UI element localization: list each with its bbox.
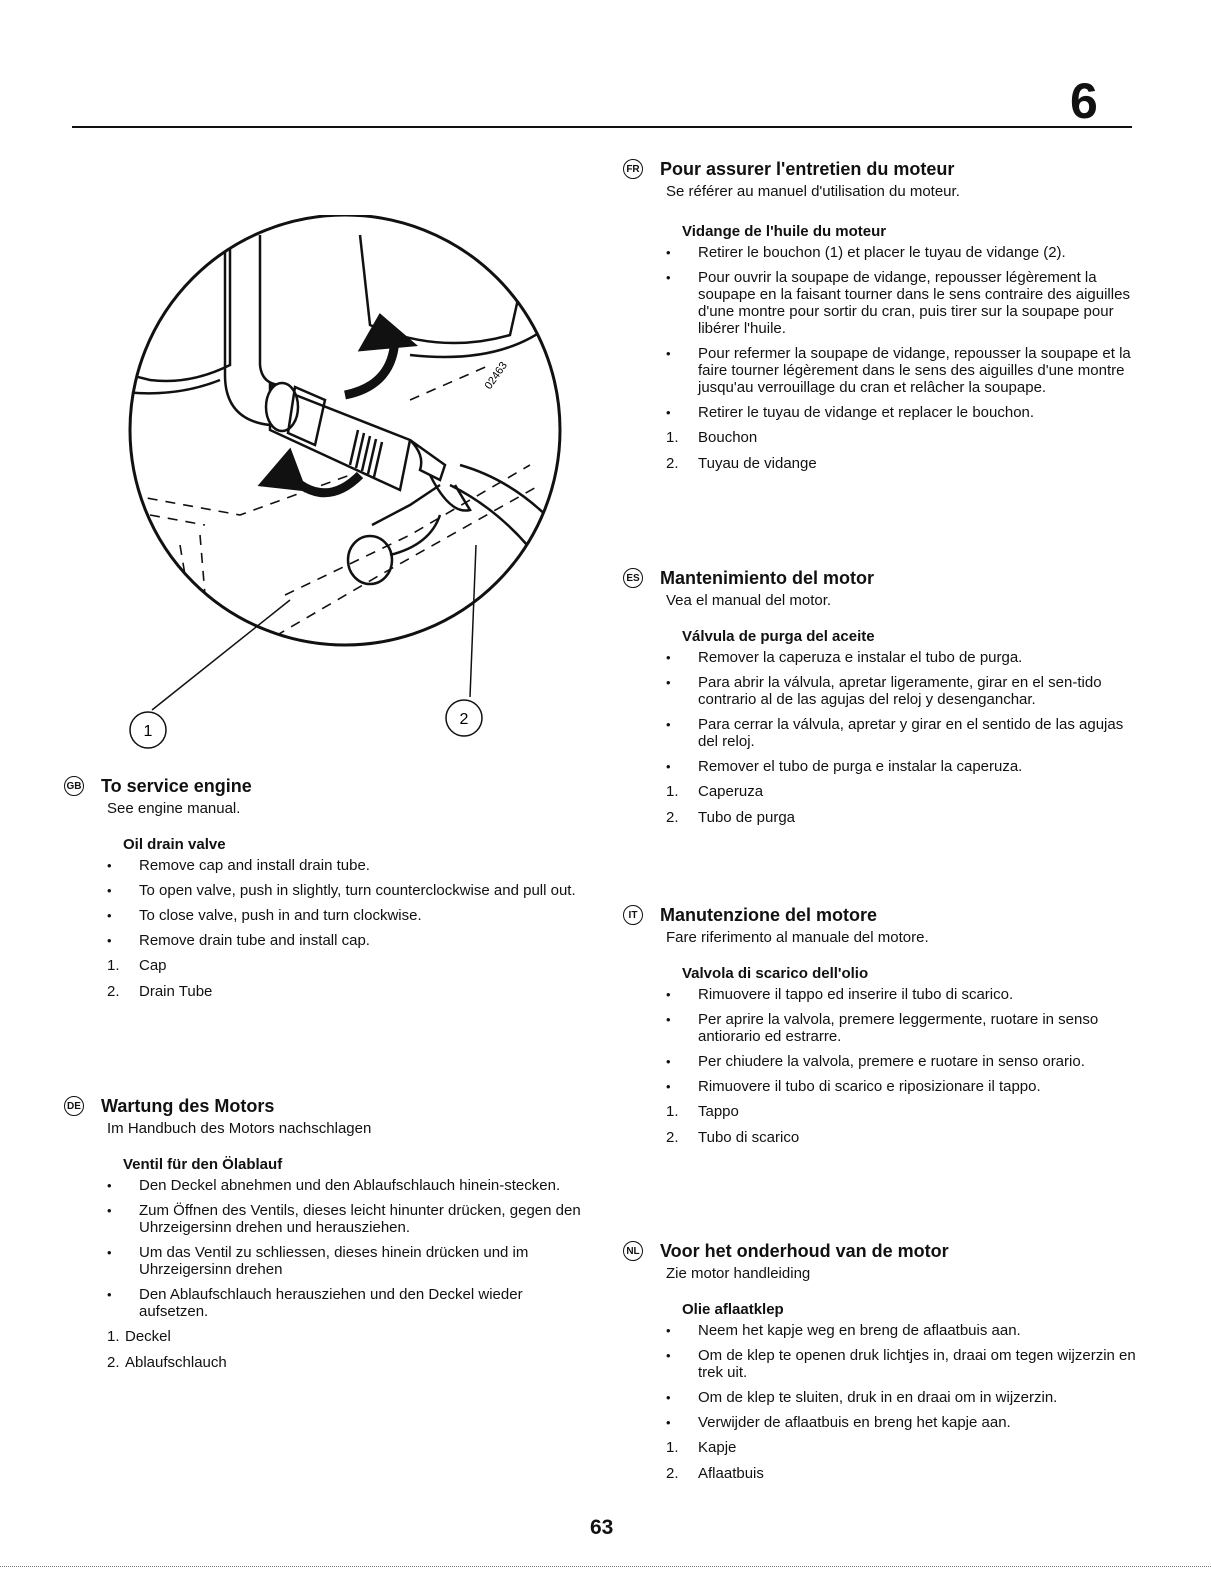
bullet-item: • Den Deckel abnehmen und den Ablaufschlauch hinein-stecken. — [107, 1177, 587, 1194]
section-gb — [66, 773, 587, 1009]
subheading: Olie aflaatklep — [682, 1301, 784, 1318]
subheading: Ventil für den Ölablauf — [123, 1156, 283, 1173]
bullet-item: • Pour refermer la soupape de vidange, repousser la soupape et la faire tourner légèrement dans le sens des aiguilles d'une montre jusqu'au verrouillage du cran et relâcher la soupape. — [666, 345, 1136, 396]
bullet-item: • Retirer le tuyau de vidange et replacer le bouchon. — [666, 404, 1136, 421]
legend-item: 1. Tappo — [666, 1103, 739, 1120]
bullet-item: • Per aprire la valvola, premere leggermente, ruotare in senso antiorario ed estrarre. — [666, 1011, 1136, 1045]
flag-gb-icon: GB — [64, 776, 84, 796]
legend-item: 2. Ablaufschlauch — [107, 1354, 227, 1371]
header-rule — [72, 126, 1132, 128]
footer-rule — [0, 1566, 1211, 1567]
callout-2: 2 — [459, 711, 469, 728]
bullet-item: • Remover el tubo de purga e instalar la caperuza. — [666, 758, 1136, 775]
legend-item: 1. Deckel — [107, 1328, 171, 1345]
section-title: Pour assurer l'entretien du moteur — [660, 158, 955, 179]
bullet-item: • Remover la caperuza e instalar el tubo de purga. — [666, 649, 1136, 666]
flag-nl-icon: NL — [623, 1241, 643, 1261]
legend-item: 2. Tubo di scarico — [666, 1129, 800, 1146]
section-it — [628, 902, 1136, 1155]
legend-item: 2. Drain Tube — [107, 983, 213, 1000]
legend-item: 1. Bouchon — [666, 429, 758, 446]
subheading: Oil drain valve — [123, 836, 226, 853]
section-subtitle: See engine manual. — [107, 800, 241, 817]
section-nl — [626, 1238, 1136, 1491]
bullet-item: • Remove drain tube and install cap. — [107, 932, 587, 949]
bullet-item: • Remove cap and install drain tube. — [107, 857, 587, 874]
section-title: Wartung des Motors — [101, 1095, 275, 1116]
section-es — [626, 565, 1136, 835]
bullet-item: • Neem het kapje weg en breng de aflaatbuis aan. — [666, 1322, 1136, 1339]
subheading: Válvula de purga del aceite — [682, 628, 875, 645]
section-title: To service engine — [101, 775, 252, 796]
flag-fr-icon: FR — [623, 159, 643, 179]
legend-item: 2. Tuyau de vidange — [666, 455, 817, 472]
bullet-item: • Om de klep te openen druk lichtjes in, draai om tegen wijzerzin en trek uit. — [666, 1347, 1136, 1381]
bullet-item: • Per chiudere la valvola, premere e ruotare in senso orario. — [666, 1053, 1136, 1070]
bullet-item: • To open valve, push in slightly, turn counterclockwise and pull out. — [107, 882, 587, 899]
bullet-item: • Um das Ventil zu schliessen, dieses hinein drücken und im Uhrzeigersinn drehen — [107, 1244, 587, 1278]
callout-1: 1 — [143, 723, 153, 740]
section-subtitle: Fare riferimento al manuale del motore. — [666, 929, 929, 946]
section-subtitle: Im Handbuch des Motors nachschlagen — [107, 1120, 372, 1137]
section-de — [67, 1093, 587, 1380]
page-number: 63 — [590, 1516, 614, 1539]
section-title: Voor het onderhoud van de motor — [660, 1240, 949, 1261]
legend-item: 2. Aflaatbuis — [666, 1465, 764, 1482]
oil-drain-valve-illustration — [110, 215, 580, 755]
bullet-item: • Pour ouvrir la soupape de vidange, repousser légèrement la soupape en la faisant tourner dans le sens contraire des aiguilles d'une montre pour sortir du cran, puis tirer sur la soupape pour libérer l'huile. — [666, 269, 1136, 337]
flag-de-icon: DE — [64, 1096, 84, 1116]
section-title: Mantenimiento del motor — [660, 567, 875, 588]
section-title: Manutenzione del motore — [660, 904, 878, 925]
flag-es-icon: ES — [623, 568, 643, 588]
legend-item: 2. Tubo de purga — [666, 809, 796, 826]
chapter-number: 6 — [1070, 73, 1098, 129]
flag-it-icon: IT — [623, 905, 643, 925]
bullet-item: • Verwijder de aflaatbuis en breng het kapje aan. — [666, 1414, 1136, 1431]
legend-item: 1. Caperuza — [666, 783, 764, 800]
subheading: Vidange de l'huile du moteur — [682, 223, 887, 240]
bullet-item: • To close valve, push in and turn clockwise. — [107, 907, 587, 924]
bullet-item: • Para cerrar la válvula, apretar y girar en el sentido de las agujas del reloj. — [666, 716, 1136, 750]
bullet-item: • Para abrir la válvula, apretar ligeramente, girar en el sen-tido contrario al de las agujas del reloj y desenganchar. — [666, 674, 1136, 708]
bullet-item: • Rimuovere il tappo ed inserire il tubo di scarico. — [666, 986, 1136, 1003]
image-code: 02463 — [482, 359, 511, 392]
section-subtitle: Se référer au manuel d'utilisation du moteur. — [666, 183, 960, 200]
section-subtitle: Vea el manual del motor. — [666, 592, 832, 609]
bullet-item: • Rimuovere il tubo di scarico e riposizionare il tappo. — [666, 1078, 1136, 1095]
bullet-item: • Retirer le bouchon (1) et placer le tuyau de vidange (2). — [666, 244, 1136, 261]
legend-item: 1. Cap — [107, 957, 167, 974]
section-subtitle: Zie motor handleiding — [666, 1265, 811, 1282]
bullet-item: • Den Ablaufschlauch herausziehen und den Deckel wieder aufsetzen. — [107, 1286, 587, 1320]
legend-item: 1. Kapje — [666, 1439, 737, 1456]
section-fr — [626, 156, 1136, 481]
subheading: Valvola di scarico dell'olio — [682, 965, 869, 982]
bullet-item: • Om de klep te sluiten, druk in en draai om in wijzerzin. — [666, 1389, 1136, 1406]
bullet-item: • Zum Öffnen des Ventils, dieses leicht hinunter drücken, gegen den Uhrzeigersinn drehen und herausziehen. — [107, 1202, 587, 1236]
